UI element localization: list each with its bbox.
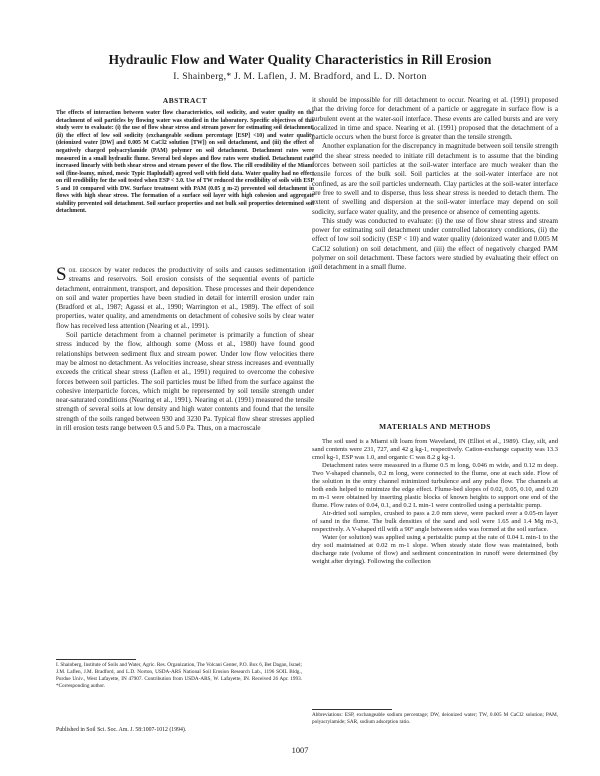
author-list: I. Shainberg,* J. M. Laflen, J. M. Bradford, and L. D. Norton [173,71,427,82]
methods-paragraph-packing: Air-dried soil samples, crushed to pass a 2.0 mm sieve, were packed over a 0.05-m layer of sand in the flume. The bulk densities of the sand and soil were 1.65 and 1.4 Mg m-3, respectively. A V-shaped rill with a 90° angle between sides was formed at the soil surface. [312,509,558,533]
intro-paragraph-2: Soil particle detachment from a channel perimeter is primarily a function of shear stress induced by the flow, although some (Moss et al., 1980) have found good relationships between sediment flux and stream power. Under low flow velocities there may be almost no detachment. As velocities increase, shear stress increases and eventually exceeds the critical shear stress (Laflen et al., 1991) required to overcome the cohesive forces between soil particles. The soil particles must be lifted from the surface against the cohesive interparticle forces, which might be represented by soil tensile strength under near-saturated conditions (Nearing et al., 1991). Nearing et al. (1991) measured the tensile strength of several soils at low density and high water contents and found that the tensile strength of the soils ranged between 930 and 3230 Pa. Typical flow shear stresses applied in rill erosion tests range between 0.5 and 5.0 Pa. Thus, on a macroscale [56,331,314,433]
abbreviations-note: Abbreviations: ESP, exchangeable sodium percentage; DW, deionized water; TW, 0.005 M CaCl2 solution; PAM, polyacrylamide; SAR, sodium adsorption ratio. [312,712,558,725]
abstract-text: The effects of interaction between water flow characteristics, soil sodicity, and water quality on the detachment of soil particles by flowing water was studied in the laboratory. Specific objectives of this study were to evaluate: (i) the use of flow shear stress and stream power for estimating soil detachment, (ii) the effect of low soil sodicity (exchangeable sodium percentage [ESP] <10) and water quality (deionized water [DW] and 0.005 M CaCl2 solution [TW]) on soil detachment, and (iii) the effect of negatively charged polyacrylamide (PAM) polymer on soil detachment. Detachment rates were measured in a small hydraulic flume. Several bed slopes and flow rates were studied. Detachment rate increased linearly with both shear stress and stream power of the flow. The rill erodibility of the Miami soil (fine-loamy, mixed, mesic Typic Hapludalf) agreed well with field data. Water quality had no effect on rill erodibility for the soil tested when ESP < 3.0. Use of TW reduced the erodibility of soils with ESP 5 and 10 compared with DW. Surface treatment with PAM (0.05 g m-2) prevented soil detachment in flows with high shear stress. The formation of a surface soil layer with high cohesion and aggregate stability prevented soil detachment. Soil surface properties and not bulk soil properties determined soil detachment. [56,110,314,215]
author-footnote: I. Shainberg, Institute of Soils and Water, Agric. Res. Organization, The Volcani Center, P.O. Box 6, Bet Dagan, Israel; J.M. Laflen, J.M. Bradford, and L.D. Norton, USDA-ARS National Soil Erosion Research Lab., 1196 SOIL Bldg., Purdue Univ., West Lafayette, IN 47907. Contribution from USDA-ARS, W. Lafayette, IN. Received 26 Apr. 1993. *Corresponding author. [56,662,302,689]
methods-paragraph-soil: The soil used is a Miami silt loam from Waveland, IN (Elliot et al., 1989). Clay, silt, and sand contents were 231, 727, and 42 g kg-1, respectively. Cation-exchange capacity was 13.3 cmol kg-1, ESP was 1.0, and organic C was 8.2 g kg-1. [312,438,558,462]
methods-paragraph-flume: Detachment rates were measured in a flume 0.5 m long, 0.046 m wide, and 0.12 m deep. Two V-shaped channels, 0.2 m long, were connected to the flume, one at each side. Flow of the solution in the entry channel minimized turbulence and any pulse flow. The channels at both ends helped to minimize the edge effect. Flume-bed slopes of 0.02, 0.05, 0.10, and 0.20 m m-1 were obtained by inserting plastic blocks of known heights to support one end of the flume. Flow rates of 0.04, 0.1, and 0.2 L min-1 were controlled using a peristaltic pump. [312,462,558,509]
paper-title: Hydraulic Flow and Water Quality Characteristics in Rill Erosion [108,52,492,67]
body-paragraph-explanation: Another explanation for the discrepancy in magnitude between soil tensile strength and the shear stress needed to initiate rill detachment is to assume that the binding forces between soil particles at the soil-water interface are much weaker than the tensile forces of the bulk soil. Soil particles at the soil-water interface are not confined, as are the soil particles underneath. Clay particles at the soil-water interface are free to swell and to disperse, thus less shear stress is needed to detach them. The extent of swelling and dispersion at the soil-water interface may depend on soil sodicity, surface water quality, and the presence or absence of cementing agents. [312,142,558,216]
methods-paragraph-application: Water (or solution) was applied using a peristaltic pump at the rate of 0.04 L min-1 to the dry soil maintained at 0.02 m m-1 slope. When steady state flow was maintained, both discharge rate (volume of flow) and sediment concentration in runoff were determined (by weight after drying). Following the collection [312,533,558,565]
page-number: 1007 [291,746,309,755]
intro-paragraph-1 [56,266,314,331]
right-column-top [312,96,558,273]
abstract-heading: ABSTRACT [162,96,208,105]
drop-cap: S [56,264,67,285]
intro-smallcaps: oil erosion [68,266,102,274]
footnote-rule [56,659,136,660]
intro-paragraph-1-text: by water reduces the productivity of soils and causes sedimentation in streams and reservoirs. Soil erosion consists of the sequential events of particle detachment, entrainment, transport, and deposition. These processes and their dependence on soil and water properties have been studied in detail for interrill erosion under rain (Bradford et al., 1987; Agassi et al., 1990; Warrington et al., 1989). The effect of soil properties, water quality, and amendments on detachment of cohesive soils by clear water flow has received less attention (Nearing et al., 1991). [56,266,314,330]
body-paragraph-bursts: it should be impossible for rill detachment to occur. Nearing et al. (1991) proposed that the driving force for detachment of a particle or aggregate in surface flow is a turbulent event at the water-soil interface. These events are called bursts and are very localized in time and space. Nearing et al. (1991) proposed that the detachment of a particle occurs when the burst force is greater than the tensile strength. [312,96,558,142]
body-paragraph-objectives: This study was conducted to evaluate: (i) the use of flow shear stress and stream power for estimating soil detachment under controlled laboratory conditions, (ii) the effect of low soil sodicity (ESP < 10) and water quality (deionized water and 0.005 M CaCl2 solution) on soil detachment, and (iii) the effect of negatively charged PAM polymer on soil detachment. These factors were studied by evaluating their effect on soil detachment in a small flume. [312,216,558,272]
introduction-text [56,266,314,433]
left-column [56,96,314,216]
methods-heading: MATERIALS AND METHODS [379,422,491,431]
right-column-methods [312,422,558,566]
publication-line: Published in Soil Sci. Soc. Am. J. 58:1007-1012 (1994). [56,727,187,733]
abbreviations-rule [312,709,392,710]
